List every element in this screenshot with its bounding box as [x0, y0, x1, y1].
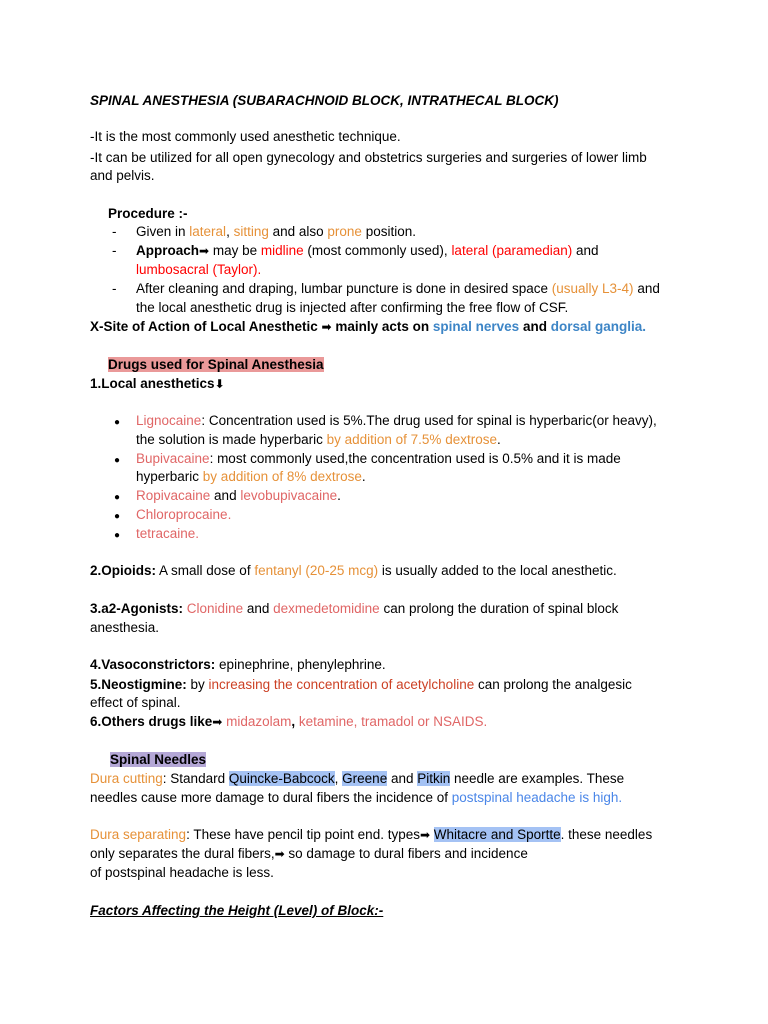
- drugs-heading: Drugs used for Spinal Anesthesia: [108, 357, 324, 372]
- list-item-bupivacaine-cont: hyperbaric by addition of 8% dextrose.: [136, 469, 366, 484]
- dura-separating-line-cont: only separates the dural fibers,➡ so damage to dural fibers and incidence: [90, 846, 528, 861]
- dura-cutting-line: Dura cutting: Standard Quincke-Babcock, Greene and Pitkin needle are examples. These: [90, 771, 625, 786]
- list-item-ropivacaine: Ropivacaine and levobupivacaine.: [136, 488, 341, 503]
- right-arrow-icon: ➡: [274, 847, 285, 861]
- list-item-lignocaine-cont: the solution is made hyperbaric by addition of 7.5% dextrose.: [136, 432, 501, 447]
- bullet-dot-icon: ●: [114, 511, 121, 522]
- neostigmine-line: 5.Neostigmine: by increasing the concentration of acetylcholine can prolong the analgesic: [90, 677, 632, 692]
- right-arrow-icon: ➡: [199, 244, 210, 258]
- dash-bullet: -: [112, 281, 117, 296]
- agonists-line: 3.a2-Agonists: Clonidine and dexmedetomidine can prolong the duration of spinal block: [90, 601, 619, 616]
- site-of-action: X-Site of Action of Local Anesthetic ➡ mainly acts on spinal nerves and dorsal ganglia.: [90, 319, 646, 334]
- dura-cutting-line-cont: needles cause more damage to dural fibers the incidence of postspinal headache is high.: [90, 790, 623, 805]
- neostigmine-line-cont: effect of spinal.: [90, 695, 181, 710]
- bullet-dot-icon: ●: [114, 530, 121, 541]
- local-anesthetics-heading: 1.Local anesthetics⬇: [90, 376, 225, 391]
- dura-separating-line-cont-2: of postspinal headache is less.: [90, 865, 274, 880]
- dash-bullet: -: [112, 243, 117, 258]
- list-item-chloroprocaine: Chloroprocaine.: [136, 507, 232, 522]
- vasoconstrictors-line: 4.Vasoconstrictors: epinephrine, phenylephrine.: [90, 657, 386, 672]
- dura-separating-line: Dura separating: These have pencil tip point end. types➡ Whitacre and Sportte. these needles: [90, 827, 653, 842]
- intro-line-1: -It is the most commonly used anesthetic technique.: [90, 129, 401, 144]
- procedure-item-2: Approach➡ may be midline (most commonly used), lateral (paramedian) and: [136, 243, 599, 258]
- needles-heading: Spinal Needles: [110, 752, 207, 767]
- list-item-lignocaine: Lignocaine: Concentration used is 5%.The drug used for spinal is hyperbaric(or heavy),: [136, 413, 657, 428]
- list-item-bupivacaine: Bupivacaine: most commonly used,the concentration used is 0.5% and it is made: [136, 451, 621, 466]
- right-arrow-icon: ➡: [321, 320, 332, 334]
- bullet-dot-icon: ●: [114, 492, 121, 503]
- procedure-item-2-cont: lumbosacral (Taylor).: [136, 262, 262, 277]
- down-arrow-icon: ⬇: [214, 377, 225, 391]
- opioids-line: 2.Opioids: A small dose of fentanyl (20-25 mcg) is usually added to the local anesthetic.: [90, 563, 617, 578]
- page-title: SPINAL ANESTHESIA (SUBARACHNOID BLOCK, INTRATHECAL BLOCK): [90, 93, 559, 108]
- intro-line-2: -It can be utilized for all open gynecology and obstetrics surgeries and surgeries of lower limb: [90, 150, 647, 165]
- bullet-dot-icon: ●: [114, 455, 121, 466]
- procedure-heading: Procedure :-: [108, 206, 188, 221]
- agonists-line-cont: anesthesia.: [90, 620, 160, 635]
- dash-bullet: -: [112, 224, 117, 239]
- intro-line-3: and pelvis.: [90, 168, 155, 183]
- bullet-dot-icon: ●: [114, 417, 121, 428]
- factors-heading: Factors Affecting the Height (Level) of Block:-: [90, 903, 384, 918]
- procedure-item-3-cont: the local anesthetic drug is injected after confirming the free flow of CSF.: [136, 300, 569, 315]
- others-line: 6.Others drugs like➡ midazolam, ketamine, tramadol or NSAIDS.: [90, 714, 488, 729]
- right-arrow-icon: ➡: [419, 828, 431, 842]
- procedure-item-3: After cleaning and draping, lumbar puncture is done in desired space (usually L3-4) and: [136, 281, 660, 296]
- list-item-tetracaine: tetracaine.: [136, 526, 200, 541]
- right-arrow-icon: ➡: [212, 715, 223, 729]
- procedure-item-1: Given in lateral, sitting and also prone position.: [136, 224, 416, 239]
